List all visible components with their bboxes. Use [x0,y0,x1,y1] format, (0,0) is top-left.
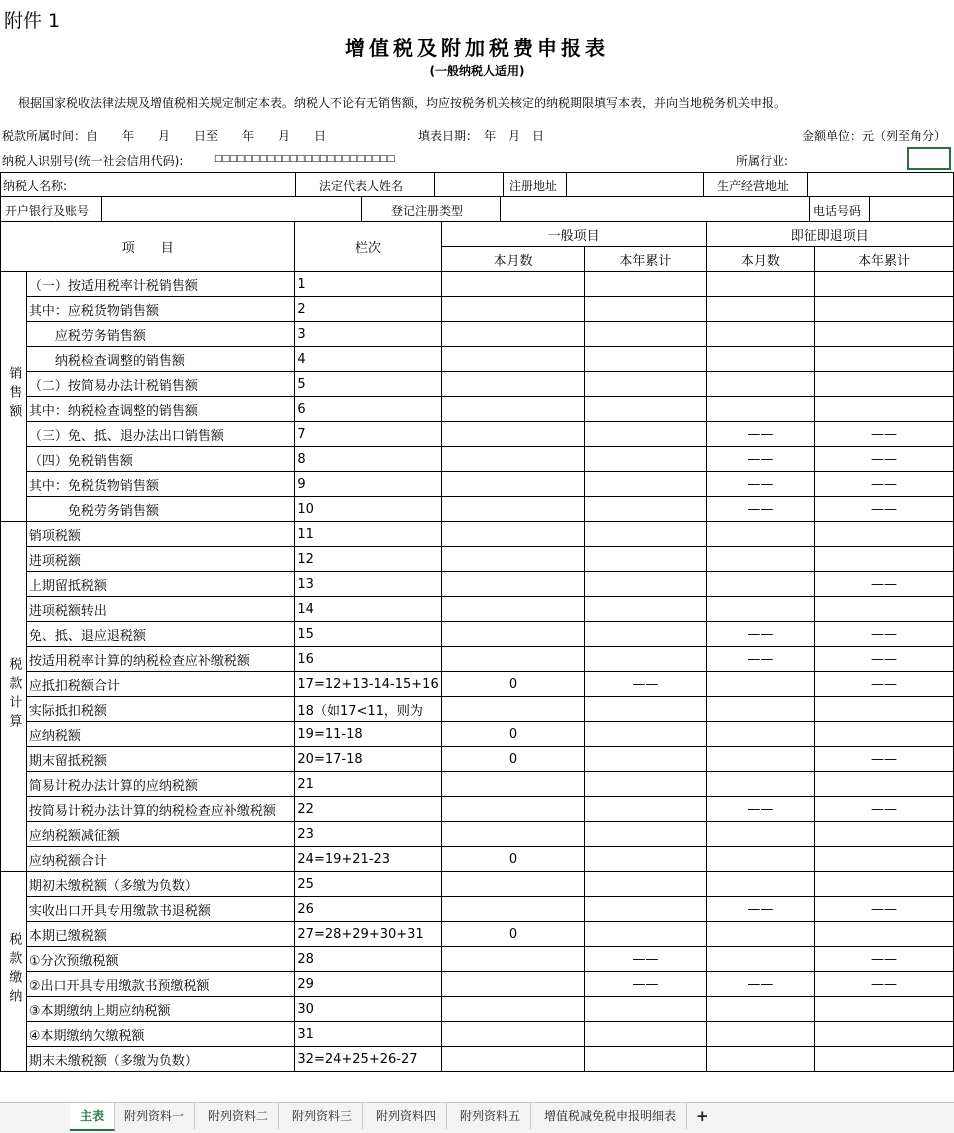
row-item: 纳税检查调整的销售额 [26,347,295,372]
table-row [1,947,954,972]
table-row [1,1022,954,1047]
industry-label: 所属行业: [736,154,789,168]
sheet-tab-appendix-4[interactable]: 附列资料四 [366,1103,447,1129]
general-year-cell[interactable]: —— [585,672,706,697]
row-item: （四）免税销售额 [26,447,295,472]
immediate-year-cell[interactable]: —— [815,497,954,522]
attachment-label: 附件 1 [4,10,61,32]
general-month-cell[interactable] [441,522,585,547]
immediate-month-cell[interactable] [706,297,814,322]
intro-text: 根据国家税收法律法规及增值税相关规定制定本表。纳税人不论有无销售额，均应按税务机关核定的纳税期限填写本表，并向当地税务机关申报。 [18,96,787,110]
general-month-cell[interactable] [441,272,585,297]
immediate-year-cell[interactable]: —— [815,672,954,697]
immediate-month-cell[interactable] [706,722,814,747]
immediate-month-cell[interactable] [706,997,814,1022]
sheet-tab-bar [0,1102,954,1133]
immediate-year-cell[interactable] [815,397,954,422]
row-column-no: 31 [295,1022,441,1047]
row-column-no: 23 [295,822,441,847]
table-row [1,772,954,797]
table-row [1,622,954,647]
general-month-cell[interactable] [441,972,585,997]
table-row [1,472,954,497]
header-item: 项 目 [1,222,295,272]
immediate-year-cell[interactable]: —— [815,797,954,822]
section-label-text: 税款缴纳 [6,931,22,1008]
general-month-cell[interactable] [441,472,585,497]
row-column-no: 20=17-18 [295,747,441,772]
row-item: 销项税额 [26,522,295,547]
registration-type-label: 登记注册类型 [391,204,464,218]
general-year-cell[interactable] [585,1047,706,1072]
table-row [1,822,954,847]
immediate-year-cell[interactable]: —— [815,747,954,772]
general-month-cell[interactable] [441,1022,585,1047]
immediate-month-cell[interactable] [706,272,814,297]
immediate-year-cell[interactable] [815,772,954,797]
row-column-no: 8 [295,447,441,472]
table-row [1,997,954,1022]
table-row [1,672,954,697]
immediate-month-cell[interactable]: —— [706,647,814,672]
row-item: ①分次预缴税额 [26,947,295,972]
immediate-month-cell[interactable] [706,322,814,347]
general-month-cell[interactable] [441,572,585,597]
header-column-no: 栏次 [295,222,441,272]
immediate-year-cell[interactable]: —— [815,447,954,472]
immediate-month-cell[interactable]: —— [706,422,814,447]
row-item: （二）按简易办法计税销售额 [26,372,295,397]
row-item: 其中：免税货物销售额 [26,472,295,497]
row-item: ③本期缴纳上期应纳税额 [26,997,295,1022]
table-row [1,497,954,522]
general-year-cell[interactable]: —— [585,972,706,997]
immediate-month-cell[interactable]: —— [706,797,814,822]
header-immediate: 即征即退项目 [706,222,953,247]
general-year-cell[interactable] [585,647,706,672]
info-row-1 [0,172,954,197]
declaration-table [0,221,954,1072]
immediate-year-cell[interactable] [815,297,954,322]
section-label-text: 税款计算 [6,656,22,733]
general-year-cell[interactable] [585,722,706,747]
general-month-cell[interactable] [441,647,585,672]
table-row [1,847,954,872]
immediate-month-cell[interactable] [706,697,814,722]
row-column-no: 1 [295,272,441,297]
row-item: 其中：应税货物销售额 [26,297,295,322]
immediate-year-cell[interactable] [815,922,954,947]
general-year-cell[interactable] [585,847,706,872]
row-column-no: 12 [295,547,441,572]
header-general: 一般项目 [441,222,706,247]
section-label [1,522,27,872]
immediate-year-cell[interactable] [815,322,954,347]
row-item: 期初未缴税额（多缴为负数） [26,872,295,897]
fill-date-label: 填表日期： 年 月 日 [418,129,545,143]
row-item: ②出口开具专用缴款书预缴税额 [26,972,295,997]
immediate-year-cell[interactable]: —— [815,622,954,647]
immediate-month-cell[interactable] [706,747,814,772]
general-year-cell[interactable] [585,597,706,622]
row-item: 简易计税办法计算的应纳税额 [26,772,295,797]
taxpayer-name-label: 纳税人名称: [3,179,68,193]
row-column-no: 14 [295,597,441,622]
table-row [1,597,954,622]
general-year-cell[interactable] [585,622,706,647]
sheet-tab-appendix-3[interactable]: 附列资料三 [282,1103,363,1129]
bank-account-label: 开户银行及账号 [5,204,90,218]
taxpayer-id-boxes[interactable]: □□□□□□□□□□□□□□□□□□□□□□□□ [214,154,395,164]
general-year-cell[interactable] [585,797,706,822]
general-year-cell[interactable] [585,472,706,497]
phone-label: 电话号码 [813,204,862,218]
row-item: 应抵扣税额合计 [26,672,295,697]
general-year-cell[interactable] [585,1022,706,1047]
general-year-cell[interactable] [585,522,706,547]
row-column-no: 24=19+21-23 [295,847,441,872]
row-item: ④本期缴纳欠缴税额 [26,1022,295,1047]
table-row [1,722,954,747]
immediate-month-cell[interactable]: —— [706,897,814,922]
general-month-cell[interactable] [441,897,585,922]
table-row [1,647,954,672]
row-item: 免税劳务销售额 [26,497,295,522]
general-year-cell[interactable] [585,272,706,297]
table-row [1,297,954,322]
row-column-no: 10 [295,497,441,522]
row-column-no: 7 [295,422,441,447]
general-year-cell[interactable] [585,872,706,897]
immediate-month-cell[interactable] [706,1022,814,1047]
row-item: 免、抵、退应退税额 [26,622,295,647]
add-sheet-button[interactable]: + [696,1107,709,1125]
row-column-no: 4 [295,347,441,372]
header-immediate-month: 本月数 [706,247,814,272]
general-month-cell[interactable] [441,947,585,972]
row-item: 实际抵扣税额 [26,697,295,722]
general-month-cell[interactable] [441,697,585,722]
immediate-year-cell[interactable] [815,722,954,747]
row-column-no: 29 [295,972,441,997]
general-month-cell[interactable] [441,397,585,422]
general-month-cell[interactable] [441,322,585,347]
sheet-tab-reduction-detail[interactable]: 增值税减免税申报明细表 [534,1103,687,1129]
general-year-cell[interactable] [585,322,706,347]
section-label [1,272,27,522]
immediate-year-cell[interactable]: —— [815,947,954,972]
general-month-cell[interactable] [441,372,585,397]
table-row [1,872,954,897]
row-column-no: 28 [295,947,441,972]
general-year-cell[interactable] [585,897,706,922]
general-month-cell[interactable] [441,347,585,372]
general-month-cell[interactable]: 0 [441,847,585,872]
table-row [1,322,954,347]
immediate-year-cell[interactable] [815,347,954,372]
table-row [1,347,954,372]
immediate-year-cell[interactable] [815,522,954,547]
immediate-month-cell[interactable] [706,572,814,597]
row-column-no: 2 [295,297,441,322]
table-body [1,272,954,1072]
immediate-month-cell[interactable]: —— [706,472,814,497]
immediate-year-cell[interactable]: —— [815,472,954,497]
general-month-cell[interactable] [441,622,585,647]
row-column-no: 26 [295,897,441,922]
section-label-text: 销售额 [6,366,22,423]
immediate-month-cell[interactable] [706,1047,814,1072]
immediate-year-cell[interactable] [815,847,954,872]
immediate-month-cell[interactable]: —— [706,972,814,997]
general-year-cell[interactable] [585,422,706,447]
immediate-month-cell[interactable]: —— [706,447,814,472]
header-general-year: 本年累计 [585,247,706,272]
immediate-month-cell[interactable] [706,547,814,572]
immediate-year-cell[interactable]: —— [815,422,954,447]
row-item: 期末未缴税额（多缴为负数） [26,1047,295,1072]
general-month-cell[interactable] [441,997,585,1022]
table-row [1,572,954,597]
general-year-cell[interactable]: —— [585,947,706,972]
table-row [1,422,954,447]
row-item: 应税劳务销售额 [26,322,295,347]
immediate-year-cell[interactable] [815,872,954,897]
row-column-no: 32=24+25+26-27 [295,1047,441,1072]
amount-unit-label: 金额单位：元（列至角分） [801,129,946,143]
table-row [1,272,954,297]
table-row [1,972,954,997]
general-month-cell[interactable] [441,772,585,797]
immediate-year-cell[interactable] [815,822,954,847]
row-column-no: 9 [295,472,441,497]
general-year-cell[interactable] [585,447,706,472]
immediate-month-cell[interactable] [706,597,814,622]
immediate-month-cell[interactable] [706,922,814,947]
immediate-year-cell[interactable] [815,697,954,722]
immediate-month-cell[interactable] [706,522,814,547]
row-item: 进项税额转出 [26,597,295,622]
immediate-year-cell[interactable] [815,1022,954,1047]
general-month-cell[interactable] [441,597,585,622]
period-label: 税款所属时间：自 年 月 日至 年 月 日 [2,129,327,143]
table-row [1,397,954,422]
row-item: 应纳税额减征额 [26,822,295,847]
general-year-cell[interactable] [585,822,706,847]
general-month-cell[interactable]: 0 [441,922,585,947]
row-column-no: 30 [295,997,441,1022]
table-row [1,547,954,572]
general-year-cell[interactable] [585,572,706,597]
row-item: 应纳税额 [26,722,295,747]
general-month-cell[interactable] [441,297,585,322]
general-month-cell[interactable] [441,497,585,522]
immediate-year-cell[interactable] [815,1047,954,1072]
row-item: 进项税额 [26,547,295,572]
row-item: 应纳税额合计 [26,847,295,872]
row-column-no: 3 [295,322,441,347]
row-column-no: 19=11-18 [295,722,441,747]
row-item: 期末留抵税额 [26,747,295,772]
general-month-cell[interactable]: 0 [441,747,585,772]
table-row [1,797,954,822]
immediate-month-cell[interactable]: —— [706,622,814,647]
immediate-month-cell[interactable] [706,372,814,397]
general-month-cell[interactable] [441,797,585,822]
header-immediate-year: 本年累计 [815,247,954,272]
general-year-cell[interactable] [585,997,706,1022]
general-year-cell[interactable] [585,772,706,797]
info-row-2 [0,196,954,222]
row-item: 按适用税率计算的纳税检查应补缴税额 [26,647,295,672]
sheet-tab-main[interactable]: 主表 [70,1103,115,1131]
table-row [1,747,954,772]
table-row [1,697,954,722]
general-year-cell[interactable] [585,547,706,572]
row-column-no: 6 [295,397,441,422]
immediate-month-cell[interactable] [706,872,814,897]
table-row [1,1047,954,1072]
general-month-cell[interactable] [441,822,585,847]
general-month-cell[interactable] [441,1047,585,1072]
immediate-year-cell[interactable] [815,372,954,397]
row-column-no: 27=28+29+30+31 [295,922,441,947]
general-year-cell[interactable] [585,397,706,422]
immediate-month-cell[interactable] [706,347,814,372]
immediate-month-cell[interactable] [706,847,814,872]
immediate-year-cell[interactable]: —— [815,897,954,922]
sheet-tab-appendix-2[interactable]: 附列资料二 [198,1103,279,1129]
legal-rep-label: 法定代表人姓名 [319,179,404,193]
row-item: 其中：纳税检查调整的销售额 [26,397,295,422]
row-column-no: 15 [295,622,441,647]
general-year-cell[interactable] [585,747,706,772]
general-year-cell[interactable] [585,297,706,322]
general-month-cell[interactable]: 0 [441,722,585,747]
table-row [1,447,954,472]
general-month-cell[interactable]: 0 [441,672,585,697]
immediate-month-cell[interactable] [706,947,814,972]
immediate-year-cell[interactable]: —— [815,972,954,997]
immediate-month-cell[interactable] [706,772,814,797]
business-address-label: 生产经营地址 [717,179,790,193]
row-item: 本期已缴税额 [26,922,295,947]
row-column-no: 18（如17<11，则为 [295,697,441,722]
row-column-no: 13 [295,572,441,597]
table-row [1,522,954,547]
general-month-cell[interactable] [441,547,585,572]
registered-address-label: 注册地址 [509,179,558,193]
row-item: 实收出口开具专用缴款书退税额 [26,897,295,922]
table-row [1,922,954,947]
section-label [1,872,27,1072]
immediate-year-cell[interactable] [815,997,954,1022]
table-row [1,372,954,397]
row-item: （三）免、抵、退办法出口销售额 [26,422,295,447]
row-column-no: 16 [295,647,441,672]
header-general-month: 本月数 [441,247,585,272]
row-column-no: 25 [295,872,441,897]
form-subtitle: (一般纳税人适用) [429,64,525,78]
general-year-cell[interactable] [585,347,706,372]
row-column-no: 11 [295,522,441,547]
selected-cell[interactable] [907,147,951,170]
immediate-year-cell[interactable] [815,547,954,572]
immediate-month-cell[interactable] [706,822,814,847]
row-column-no: 5 [295,372,441,397]
taxpayer-id-label: 纳税人识别号(统一社会信用代码): [2,154,184,168]
row-item: （一）按适用税率计税销售额 [26,272,295,297]
immediate-month-cell[interactable]: —— [706,497,814,522]
table-row [1,897,954,922]
immediate-month-cell[interactable] [706,397,814,422]
immediate-year-cell[interactable] [815,272,954,297]
immediate-year-cell[interactable]: —— [815,647,954,672]
row-column-no: 22 [295,797,441,822]
general-year-cell[interactable] [585,697,706,722]
immediate-year-cell[interactable] [815,597,954,622]
general-month-cell[interactable] [441,447,585,472]
sheet-tab-appendix-1[interactable]: 附列资料一 [114,1103,195,1129]
immediate-year-cell[interactable]: —— [815,572,954,597]
general-year-cell[interactable] [585,922,706,947]
row-column-no: 17=12+13-14-15+16 [295,672,441,697]
general-year-cell[interactable] [585,372,706,397]
sheet-tab-appendix-5[interactable]: 附列资料五 [450,1103,531,1129]
row-column-no: 21 [295,772,441,797]
immediate-month-cell[interactable] [706,672,814,697]
general-year-cell[interactable] [585,497,706,522]
general-month-cell[interactable] [441,872,585,897]
form-title: 增值税及附加税费申报表 [345,36,609,60]
row-item: 上期留抵税额 [26,572,295,597]
row-item: 按简易计税办法计算的纳税检查应补缴税额 [26,797,295,822]
general-month-cell[interactable] [441,422,585,447]
